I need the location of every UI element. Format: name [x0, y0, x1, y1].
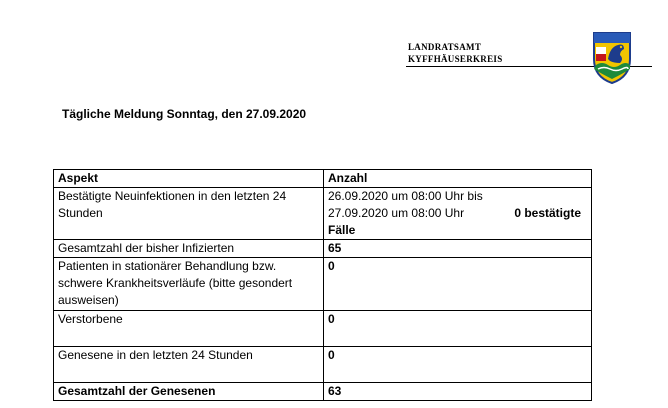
report-table [53, 169, 592, 401]
row-aspect-deceased: Verstorbene [54, 311, 324, 347]
period-line2-row [328, 205, 587, 222]
new-infections-unit: Fälle [328, 223, 356, 237]
table-row [54, 258, 592, 311]
period-line2: 27.09.2020 um 08:00 Uhr [328, 206, 465, 220]
row-value-total-recovered: 63 [324, 383, 592, 401]
org-name-line1: LANDRATSAMT [408, 42, 482, 52]
new-infections-count: 0 bestätigte [514, 206, 581, 220]
letterhead [408, 41, 503, 65]
page-title: Tägliche Meldung Sonntag, den 27.09.2020 [62, 107, 307, 121]
row-value-total-infected: 65 [324, 240, 592, 258]
row-aspect-total-infected: Gesamtzahl der bisher Infizierten [54, 240, 324, 258]
table-row [54, 240, 592, 258]
row-aspect-new-infections: Bestätigte Neuinfektionen in den letzten 24 Stunden [54, 188, 324, 240]
column-header-aspect: Aspekt [54, 170, 324, 188]
row-aspect-recovered-24h: Genesene in den letzten 24 Stunden [54, 347, 324, 383]
table-row [54, 311, 592, 347]
row-value-recovered-24h: 0 [324, 347, 592, 383]
org-name-line2: KYFFHÄUSERKREIS [408, 54, 503, 64]
table-row [54, 188, 592, 240]
coat-of-arms-icon [592, 29, 632, 85]
row-value-hospitalized: 0 [324, 258, 592, 311]
row-value-deceased: 0 [324, 311, 592, 347]
row-aspect-hospitalized: Patienten in stationärer Behandlung bzw. schwere Krankheitsverläufe (bitte gesondert ausweisen) [54, 258, 324, 311]
row-value-new-infections [324, 188, 592, 240]
table-header-row [54, 170, 592, 188]
period-line1: 26.09.2020 um 08:00 Uhr bis [328, 189, 483, 203]
table-row [54, 383, 592, 401]
table-row [54, 347, 592, 383]
column-header-count: Anzahl [324, 170, 592, 188]
row-aspect-total-recovered: Gesamtzahl der Genesenen [54, 383, 324, 401]
